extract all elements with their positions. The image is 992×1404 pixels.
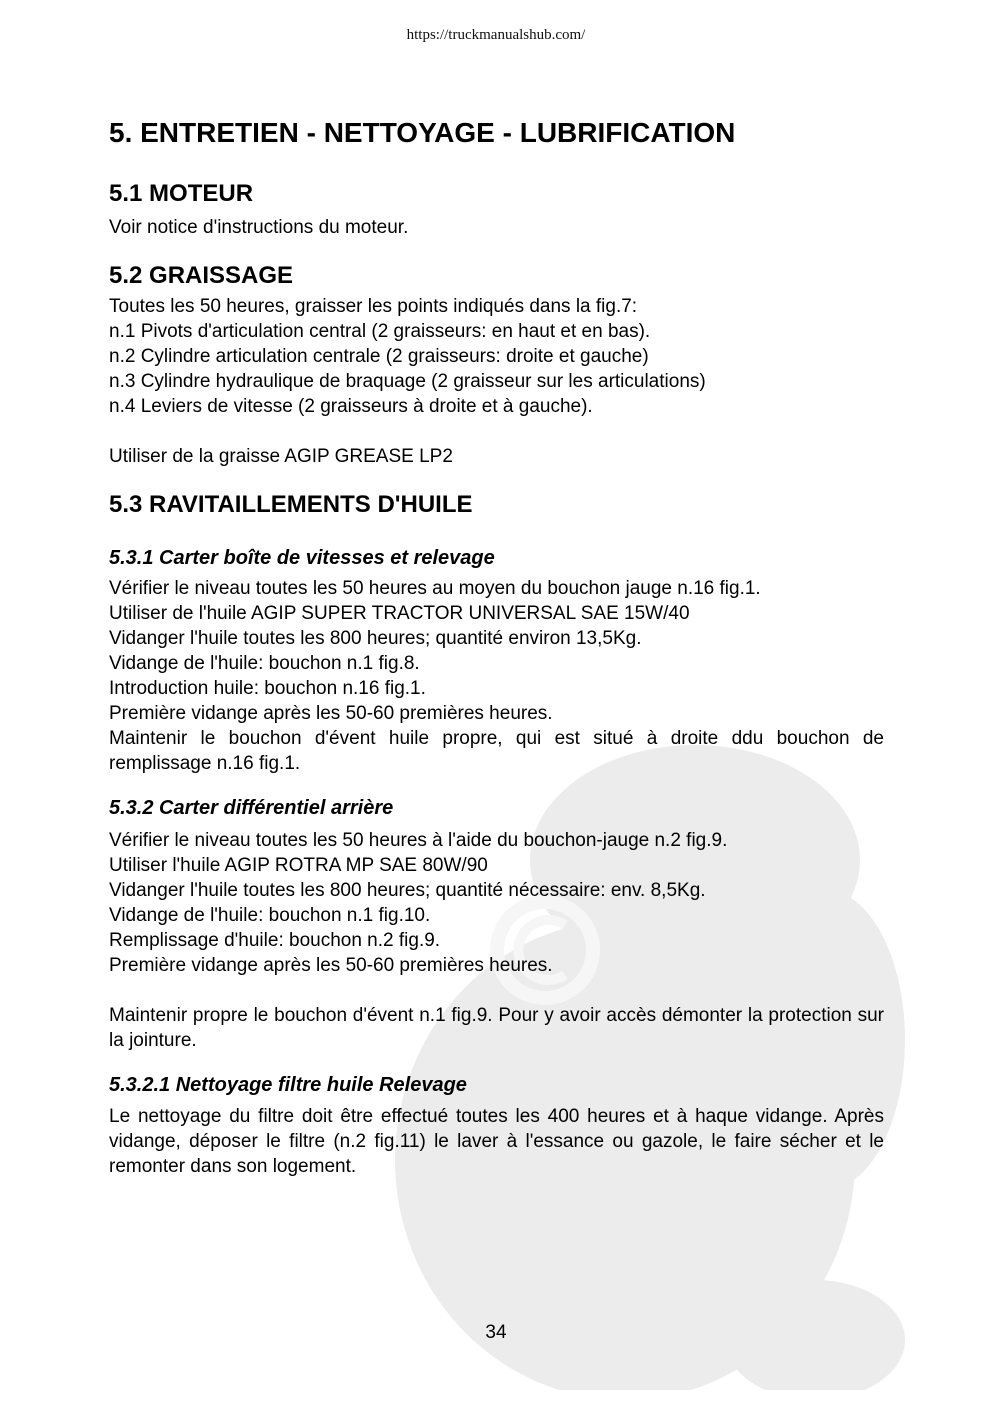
text-line: Vidanger l'huile toutes les 800 heures; quantité nécessaire: env. 8,5Kg.	[109, 880, 706, 901]
text-line: n.2 Cylindre articulation centrale (2 graisseurs: droite et gauche)	[109, 346, 649, 367]
paragraph-event-differentiel: Maintenir propre le bouchon d'évent n.1 fig.9. Pour y avoir accès démonter la protection sur la jointure.	[109, 1005, 884, 1051]
subsection-heading-carter-differentiel: 5.3.2 Carter différentiel arrière	[109, 797, 394, 819]
text-line: n.3 Cylindre hydraulique de braquage (2 graisseur sur les articulations)	[109, 371, 706, 392]
text-line: Utiliser de la graisse AGIP GREASE LP2	[109, 446, 453, 467]
text-line: n.4 Leviers de vitesse (2 graisseurs à droite et à gauche).	[109, 396, 593, 417]
page-number: 34	[485, 1322, 507, 1343]
text-line: Première vidange après les 50-60 premières heures.	[109, 955, 553, 976]
paragraph-bouchon-event: Maintenir le bouchon d'évent huile propre, qui est situé à droite ddu bouchon de remplissage n.16 fig.1.	[109, 728, 884, 774]
text-line: Remplissage d'huile: bouchon n.2 fig.9.	[109, 930, 441, 951]
subsection-heading-carter-boite: 5.3.1 Carter boîte de vitesses et relevage	[109, 547, 495, 569]
section-heading-moteur: 5.1 MOTEUR	[109, 180, 254, 207]
text-line: Toutes les 50 heures, graisser les points indiqués dans la fig.7:	[109, 296, 638, 317]
section-body-moteur	[109, 215, 885, 240]
graissage-note	[109, 444, 885, 469]
text-line: Vidange de l'huile: bouchon n.1 fig.8.	[109, 653, 420, 674]
carter-boite-lines	[109, 576, 885, 726]
section-heading-graissage: 5.2 GRAISSAGE	[109, 262, 294, 289]
text-line: Première vidange après les 50-60 premières heures.	[109, 703, 553, 724]
text-line: Utiliser de l'huile AGIP SUPER TRACTOR UNIVERSAL SAE 15W/40	[109, 603, 690, 624]
text-line: Vérifier le niveau toutes les 50 heures à l'aide du bouchon-jauge n.2 fig.9.	[109, 830, 728, 851]
text-line: Vidange de l'huile: bouchon n.1 fig.10.	[109, 905, 431, 926]
subsection-heading-nettoyage-filtre: 5.3.2.1 Nettoyage filtre huile Relevage	[109, 1074, 467, 1096]
text-line: Voir notice d'instructions du moteur.	[109, 217, 409, 238]
page-title: 5. ENTRETIEN - NETTOYAGE - LUBRIFICATION	[109, 117, 736, 148]
text-line: n.1 Pivots d'articulation central (2 graisseurs: en haut et en bas).	[109, 321, 651, 342]
source-url: https://truckmanualshub.com/	[406, 27, 586, 43]
paragraph-nettoyage-filtre: Le nettoyage du filtre doit être effectué toutes les 400 heures et à haque vidange. Après vidange, déposer le filtre (n.2 fig.11) le laver à l'essance ou gazole, le faire sécher et le remonter dans son logement.	[109, 1106, 884, 1177]
text-line: Vérifier le niveau toutes les 50 heures au moyen du bouchon jauge n.16 fig.1.	[109, 578, 761, 599]
text-line: Utiliser l'huile AGIP ROTRA MP SAE 80W/90	[109, 855, 488, 876]
text-line: Vidanger l'huile toutes les 800 heures; quantité environ 13,5Kg.	[109, 628, 642, 649]
carter-differentiel-lines	[109, 828, 885, 978]
section-heading-ravitaillements: 5.3 RAVITAILLEMENTS D'HUILE	[109, 491, 473, 518]
graissage-lines	[109, 294, 885, 419]
text-line: Introduction huile: bouchon n.16 fig.1.	[109, 678, 426, 699]
